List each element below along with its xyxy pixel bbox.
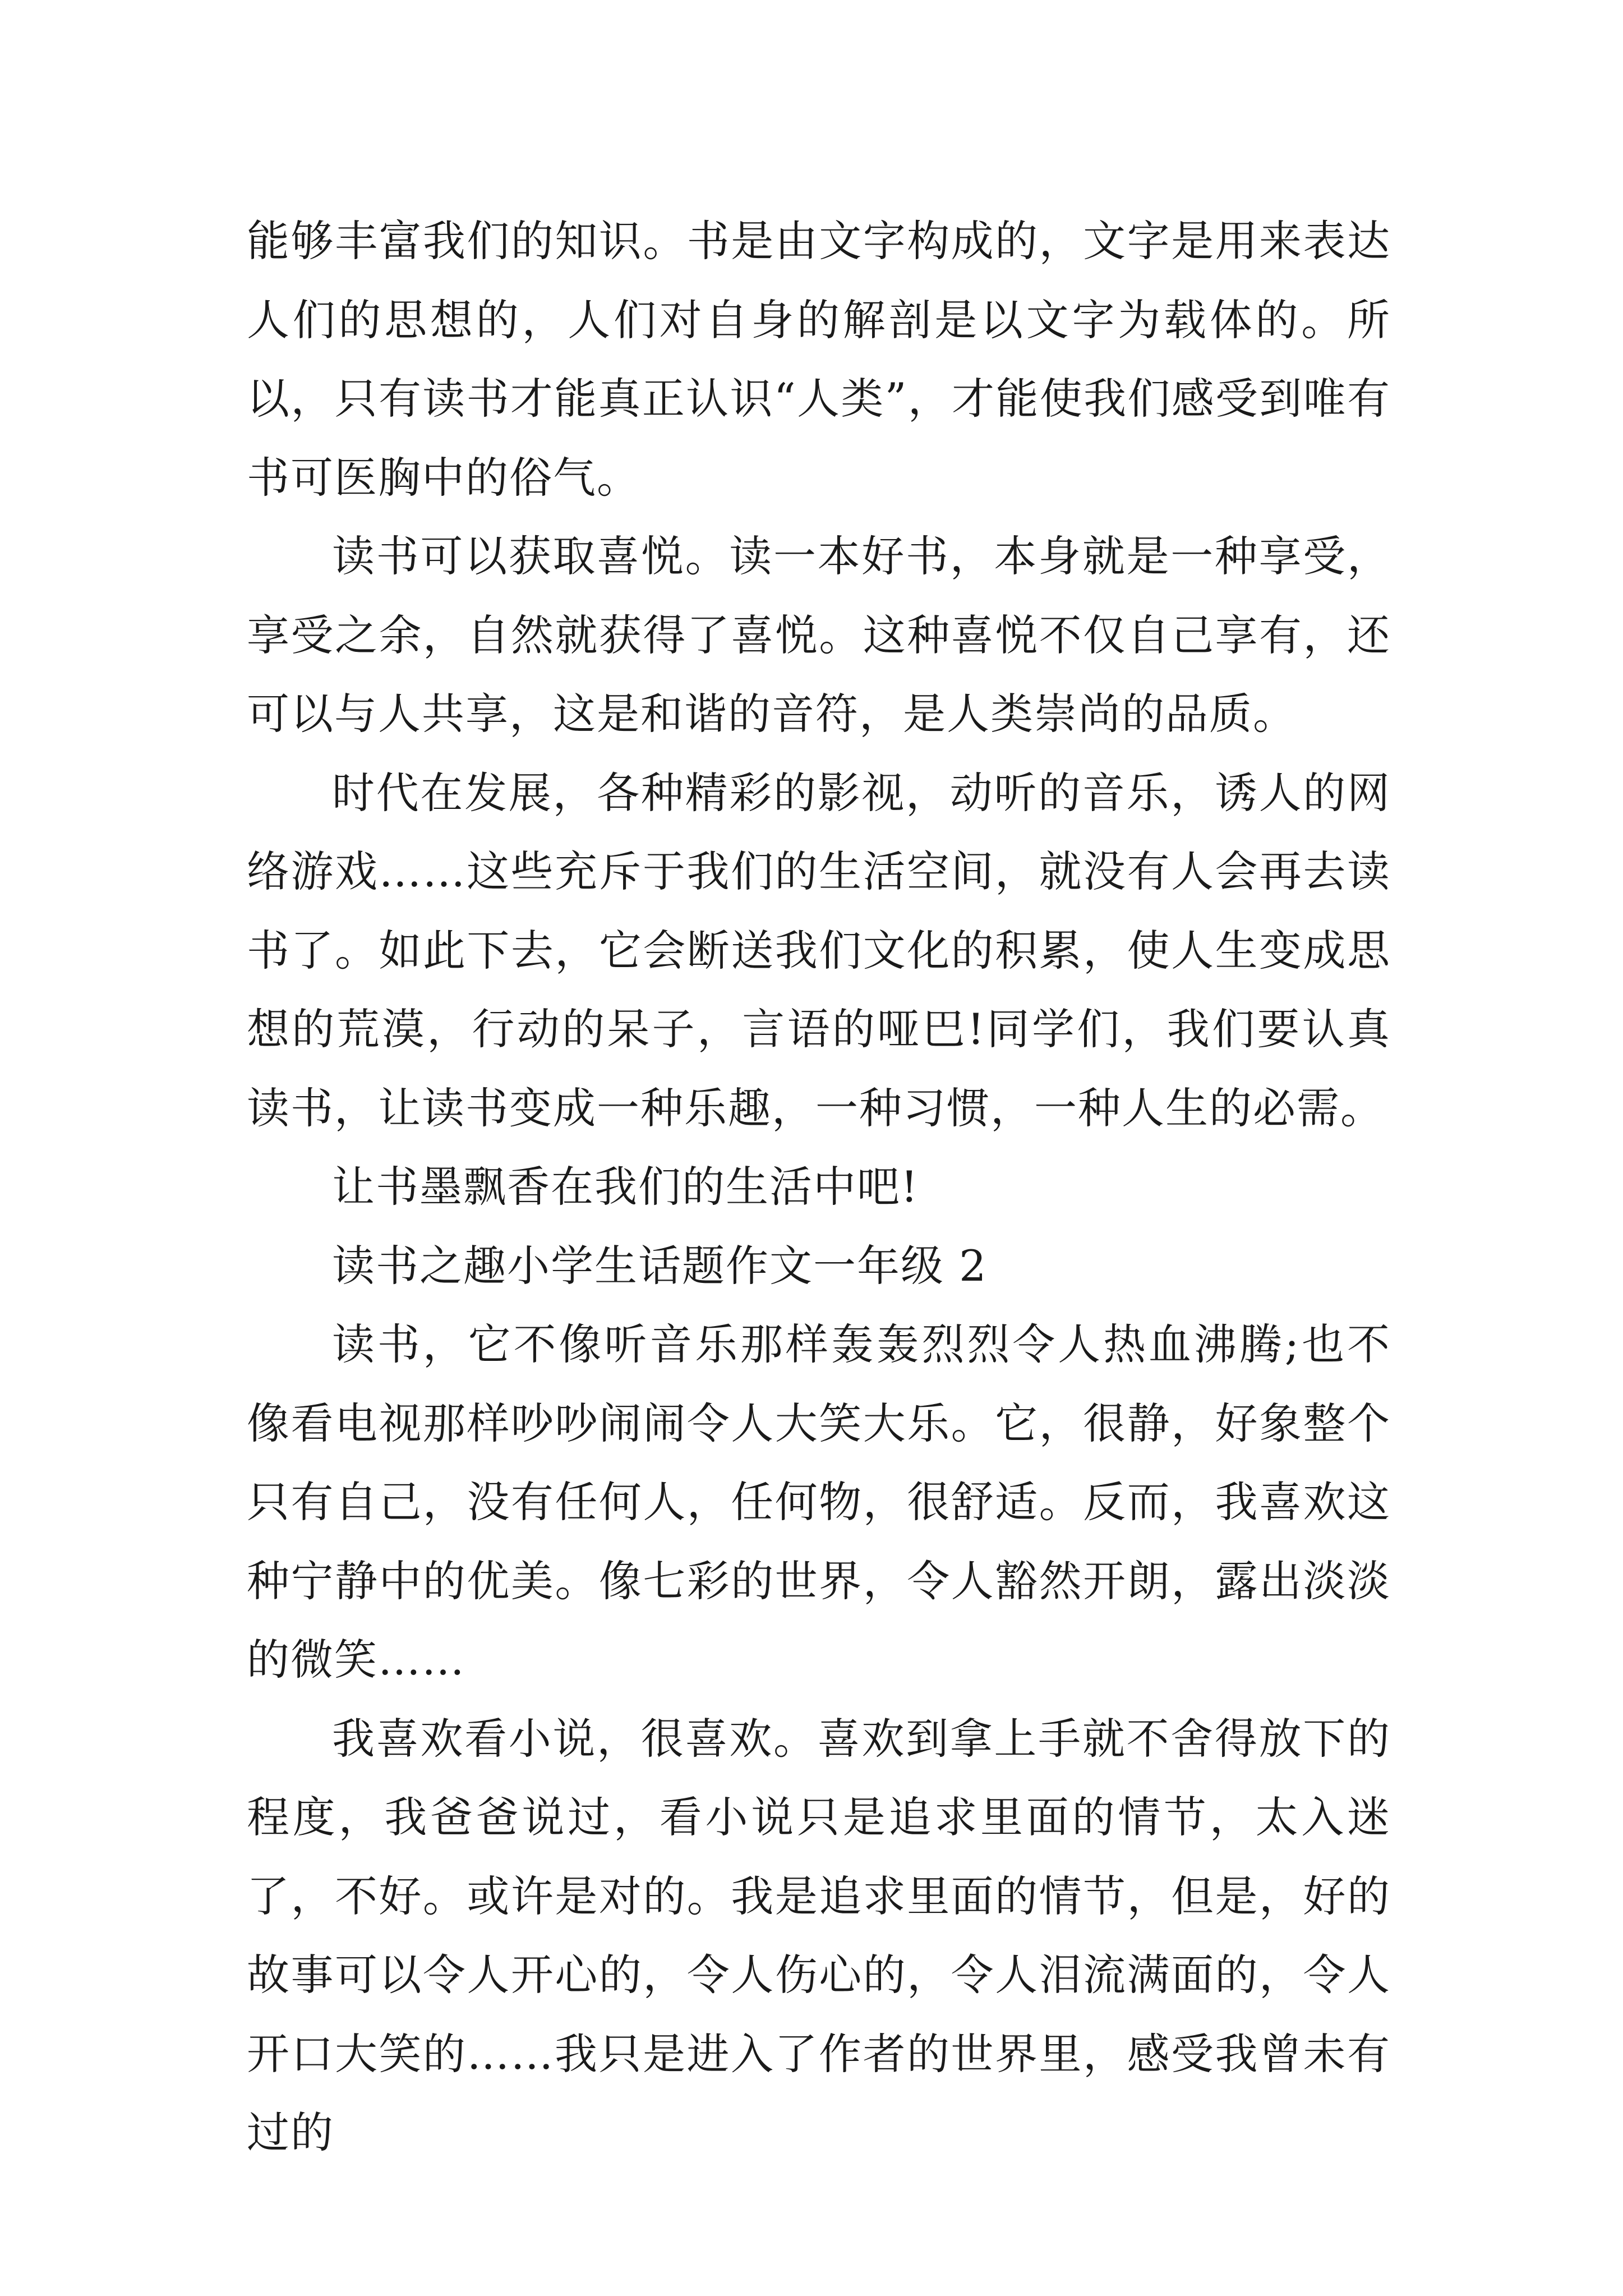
essay-heading: 读书之趣小学生话题作文一年级 2 bbox=[332, 1240, 988, 1291]
paragraph-joy: 读书可以获取喜悦。读一本好书，本身就是一种享受，享受之余，自然就获得了喜悦。这种喜悦不仅自己享有，还可以与人共享，这是和谐的音符，是人类崇尚的品质。 bbox=[247, 531, 1391, 739]
paragraph-era: 时代在发展，各种精彩的影视，动听的音乐，诱人的网络游戏……这些充斥于我们的生活空间，就没有人会再去读书了。如此下去，它会断送我们文化的积累，使人生变成思想的荒漠，行动的呆子，言语的哑巴!同学们，我们要认真读书，让读书变成一种乐趣，一种习惯，一种人生的必需。 bbox=[247, 767, 1391, 1133]
paragraph-quiet-reading: 读书，它不像听音乐那样轰轰烈烈令人热血沸腾;也不像看电视那样吵吵闹闹令人大笑大乐。它，很静，好象整个只有自己，没有任何人，任何物，很舒适。反而，我喜欢这种宁静中的优美。像七彩的世界，令人豁然开朗，露出淡淡的微笑…… bbox=[247, 1319, 1391, 1685]
paragraph-novels: 我喜欢看小说，很喜欢。喜欢到拿上手就不舍得放下的程度，我爸爸说过，看小说只是追求里面的情节，太入迷了，不好。或许是对的。我是追求里面的情节，但是，好的故事可以令人开心的，令人伤心的，令人泪流满面的，令人开口大笑的……我只是进入了作者的世界里，感受我曾未有过的 bbox=[247, 1713, 1391, 2157]
paragraph-knowledge: 能够丰富我们的知识。书是由文字构成的，文字是用来表达人们的思想的，人们对自身的解剖是以文字为载体的。所以，只有读书才能真正认识“人类”，才能使我们感受到唯有书可医胸中的俗气。 bbox=[247, 216, 1391, 503]
document-body bbox=[247, 202, 1391, 2173]
paragraph-fragrance: 让书墨飘香在我们的生活中吧! bbox=[332, 1162, 919, 1212]
